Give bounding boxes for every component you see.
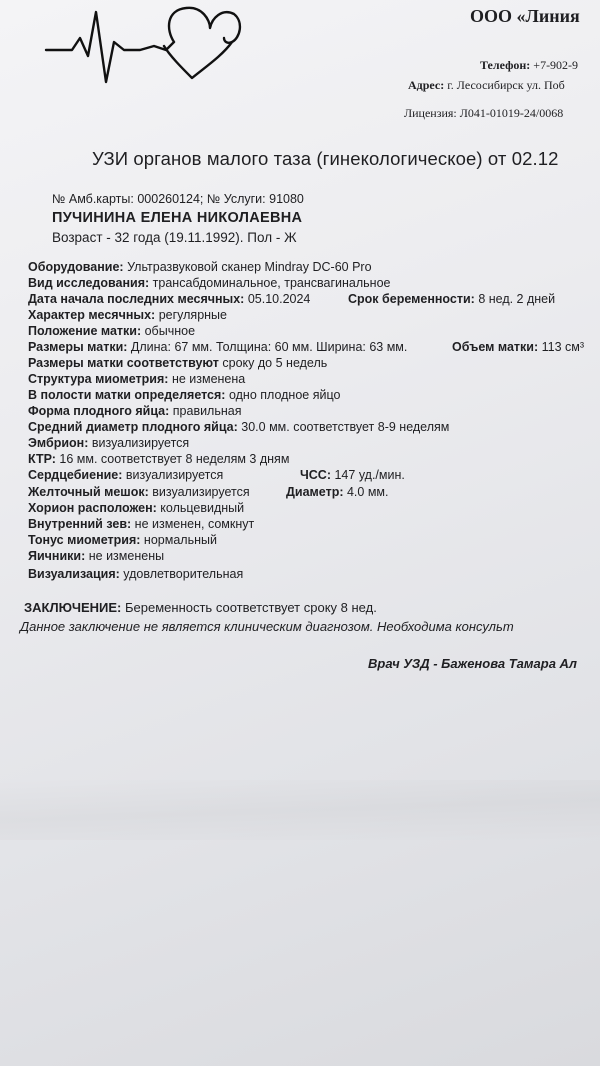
field-label: Сердцебиение: — [28, 468, 123, 482]
field-row — [28, 260, 372, 274]
field-row-secondary — [452, 340, 584, 354]
license-value: Л041-01019-24/0068 — [459, 106, 564, 120]
field-row — [28, 420, 449, 434]
field-label: Эмбрион: — [28, 436, 89, 450]
field-value: одно плодное яйцо — [228, 388, 341, 402]
field-value: 16 мм. соответствует 8 неделям 3 дням — [59, 452, 290, 466]
license-label: Лицензия: — [404, 106, 457, 120]
field-value: визуализируется — [125, 468, 224, 482]
field-label: КТР: — [28, 452, 56, 466]
field-value: Длина: 67 мм. Толщина: 60 мм. Ширина: 63 мм. — [130, 340, 408, 354]
field-label: Диаметр: — [286, 485, 344, 499]
field-label: Средний диаметр плодного яйца: — [28, 420, 238, 434]
conclusion-label: ЗАКЛЮЧЕНИЕ: — [24, 600, 122, 615]
field-label: Срок беременности: — [348, 292, 475, 306]
field-label: Положение матки: — [28, 324, 142, 338]
field-label: Внутренний зев: — [28, 517, 132, 531]
doctor-signature-line: Врач УЗД - Баженова Тамара Ал — [368, 656, 578, 671]
patient-name: ПУЧИНИНА ЕЛЕНА НИКОЛАЕВНА — [52, 210, 303, 226]
address-value: г. Лесосибирск ул. Поб — [447, 78, 565, 92]
field-label: Форма плодного яйца: — [28, 404, 170, 418]
field-row — [28, 501, 244, 515]
phone-line — [480, 58, 578, 73]
field-label: Характер месячных: — [28, 308, 156, 322]
field-row — [28, 485, 250, 499]
field-label: Хорион расположен: — [28, 501, 157, 515]
field-label: Оборудование: — [28, 260, 124, 274]
field-row — [28, 567, 243, 581]
field-label: Структура миометрия: — [28, 372, 169, 386]
card-number-line: № Амб.карты: 000260124; № Услуги: 91080 — [52, 192, 304, 206]
field-row — [28, 549, 164, 563]
field-row — [28, 292, 310, 306]
field-row — [28, 388, 340, 402]
report-title: УЗИ органов малого таза (гинекологическое) от 02.12 — [92, 148, 559, 169]
field-label: Объем матки: — [452, 340, 539, 354]
field-value: не изменен, сомкнут — [134, 517, 255, 531]
address-line — [408, 78, 565, 93]
license-line — [404, 106, 563, 121]
phone-label: Телефон: — [480, 58, 531, 72]
field-value: правильная — [172, 404, 242, 418]
field-label: В полости матки определяется: — [28, 388, 226, 402]
field-label: Тонус миометрия: — [28, 533, 141, 547]
field-value: визуализируется — [91, 436, 190, 450]
field-value: удовлетворительная — [123, 567, 244, 581]
field-row — [28, 436, 189, 450]
field-label: Дата начала последних месячных: — [28, 292, 245, 306]
conclusion — [24, 600, 377, 615]
field-label: ЧСС: — [300, 468, 331, 482]
field-value: 4.0 мм. — [346, 485, 389, 499]
field-value: нормальный — [143, 533, 217, 547]
phone-value: +7-902-9 — [533, 58, 579, 72]
paper-fold-shadow — [0, 780, 600, 840]
field-label: Яичники: — [28, 549, 86, 563]
field-row — [28, 452, 289, 466]
field-value: 147 уд./мин. — [334, 468, 405, 482]
field-row — [28, 276, 390, 290]
disclaimer-note: Данное заключение не является клиническим диагнозом. Необходима консульт — [20, 619, 514, 634]
field-row — [28, 372, 245, 386]
field-row — [28, 324, 195, 338]
field-row — [28, 356, 327, 370]
field-label: Желточный мешок: — [28, 485, 149, 499]
field-value: не изменена — [171, 372, 246, 386]
field-row — [28, 404, 242, 418]
field-value: не изменены — [88, 549, 165, 563]
patient-age-sex: Возраст - 32 года (19.11.1992). Пол - Ж — [52, 230, 297, 245]
heartbeat-heart-icon — [44, 2, 244, 92]
field-value: 8 нед. 2 дней — [478, 292, 556, 306]
field-row — [28, 308, 227, 322]
field-value: регулярные — [158, 308, 227, 322]
field-value: трансабдоминальное, трансвагинальное — [152, 276, 391, 290]
field-value: обычное — [144, 324, 196, 338]
field-value: 113 см³ — [541, 340, 585, 354]
conclusion-text: Беременность соответствует сроку 8 нед. — [125, 600, 377, 615]
field-value: 05.10.2024 — [247, 292, 311, 306]
field-label: Размеры матки соответствуют — [28, 356, 219, 370]
field-label: Визуализация: — [28, 567, 120, 581]
organization-name: ООО «Линия — [470, 6, 580, 26]
field-row-secondary — [348, 292, 555, 306]
field-row-secondary — [300, 468, 405, 482]
field-row — [28, 340, 407, 354]
field-row — [28, 517, 254, 531]
field-value: Ультразвуковой сканер Mindray DC-60 Pro — [127, 260, 372, 274]
field-value: 30.0 мм. соответствует 8-9 неделям — [241, 420, 450, 434]
field-row — [28, 468, 223, 482]
field-value: сроку до 5 недель — [222, 356, 328, 370]
address-label: Адрес: — [408, 78, 445, 92]
field-label: Вид исследования: — [28, 276, 150, 290]
field-value: визуализируется — [152, 485, 250, 499]
field-label: Размеры матки: — [28, 340, 128, 354]
field-row — [28, 533, 217, 547]
field-row-secondary — [286, 485, 389, 499]
field-value: кольцевидный — [160, 501, 245, 515]
